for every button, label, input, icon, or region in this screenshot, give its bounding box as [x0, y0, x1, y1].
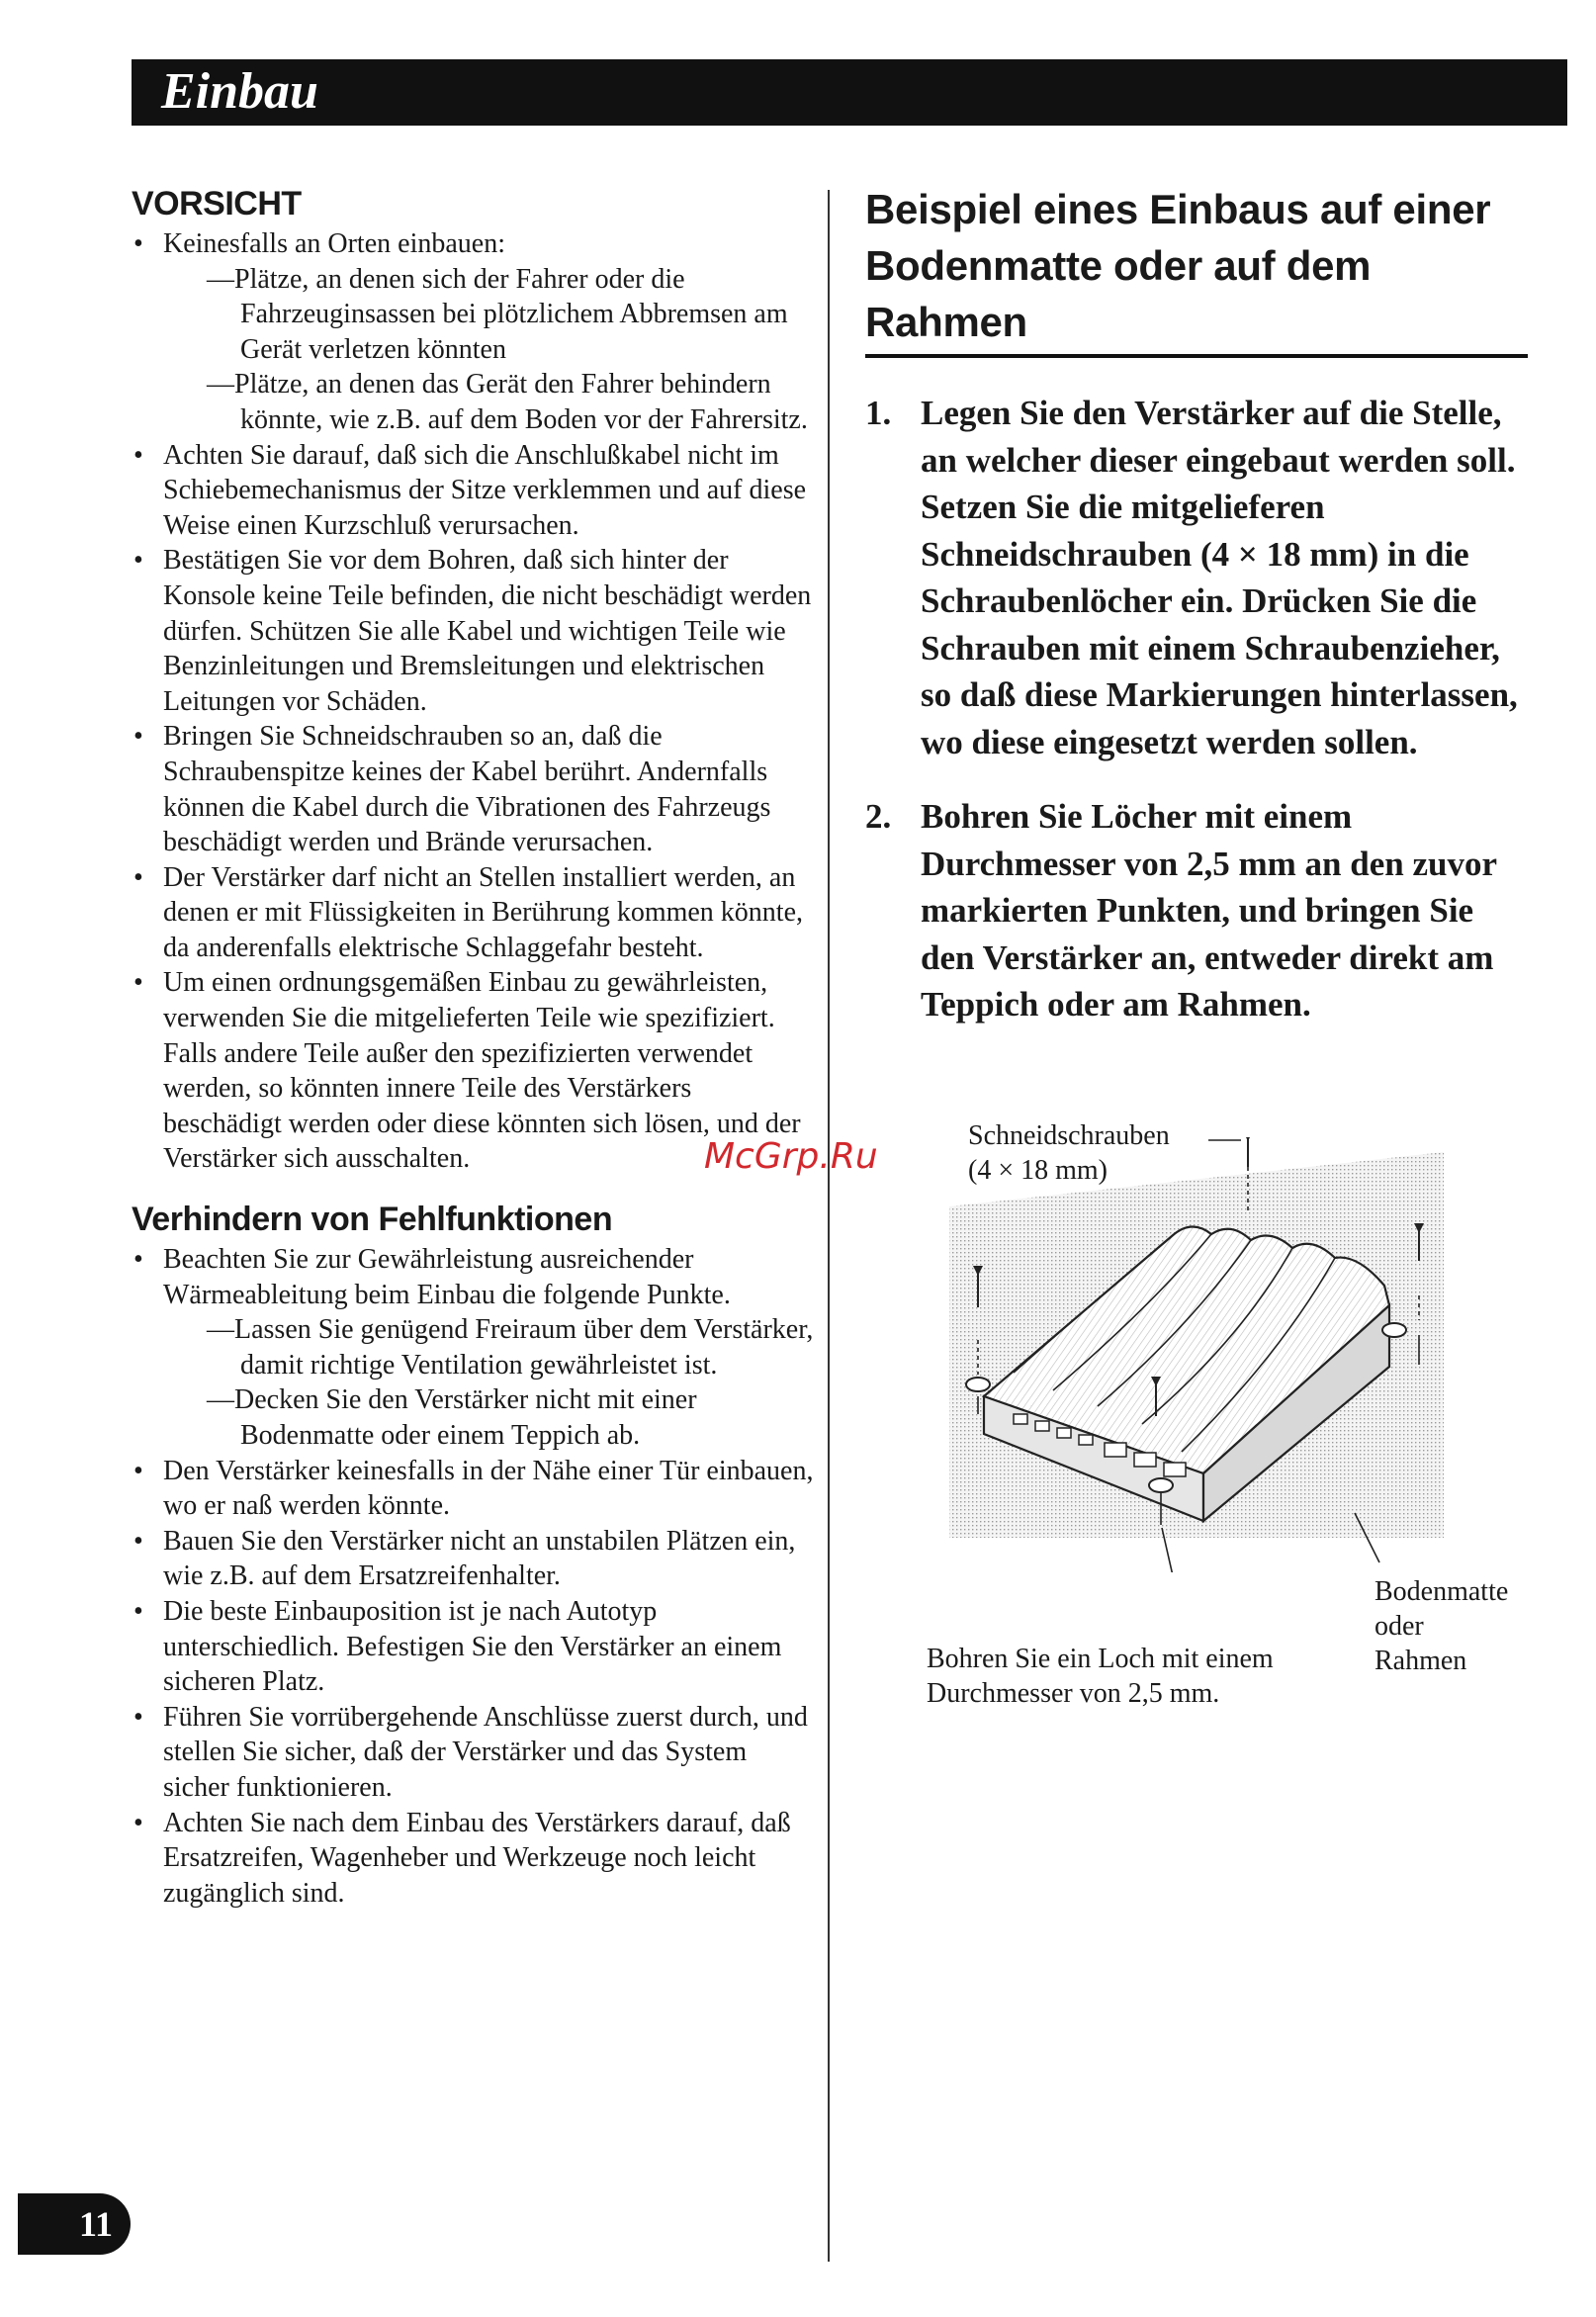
list-item: • Bringen Sie Schneidschrauben so an, daß die Schraubenspitze keines der Kabel berührt. Andernfalls können die Kabel durch die Vibrationen des Fahrzeugs beschädigt werden und Brände verursachen. — [132, 719, 814, 859]
sub-item: —Lassen Sie genügend Freiraum über dem Verstärker, damit richtige Ventilation gewährleistet ist. — [207, 1314, 814, 1381]
label-or: oder — [1374, 1611, 1424, 1642]
watermark: McGrp.Ru — [704, 1136, 878, 1177]
sub-item: —Plätze, an denen sich der Fahrer oder die Fahrzeuginsassen bei plötzlichem Abbremsen am Gerät verletzen könnten — [207, 263, 788, 365]
sub-item: —Decken Sie den Verstärker nicht mit einer Bodenmatte oder einem Teppich ab. — [207, 1384, 697, 1451]
vorsicht-list — [132, 226, 814, 1177]
sub-item: —Plätze, an denen das Gerät den Fahrer behindern könnte, wie z.B. auf dem Boden vor der Fahrersitz. — [207, 369, 808, 435]
page-number: 11 — [78, 2204, 113, 2244]
installation-example-heading: Beispiel eines Einbaus auf einer Bodenmatte oder auf dem Rahmen — [865, 181, 1528, 358]
step-text: Bohren Sie Löcher mit einem Durchmesser von 2,5 mm an den zuvor markierten Punkten, und bringen Sie den Verstärker an, entweder direkt am Teppich oder am Rahmen. — [921, 797, 1497, 1024]
section-heading-fehlfunktionen: Verhindern von Fehlfunktionen — [132, 1201, 613, 1239]
step-number: 1. — [865, 394, 892, 432]
list-item: • Der Verstärker darf nicht an Stellen installiert werden, an denen er mit Flüssigkeiten in Berührung kommen könnte, da anderenfalls elektrische Schlaggefahr besteht. — [132, 860, 814, 966]
list-item: • Führen Sie vorrübergehende Anschlüsse zuerst durch, und stellen Sie sicher, daß der Verstärker und das System sicher funktionieren. — [132, 1700, 814, 1806]
label-frame: Rahmen — [1374, 1646, 1467, 1676]
list-item — [132, 1242, 814, 1454]
list-item: • Den Verstärker keinesfalls in der Nähe einer Tür einbauen, wo er naß werden könnte. — [132, 1454, 814, 1524]
list-item: • Achten Sie nach dem Einbau des Verstärkers darauf, daß Ersatzreifen, Wagenheber und Werkzeuge noch leicht zugänglich sind. — [132, 1806, 814, 1912]
list-item: • Die beste Einbauposition ist je nach Autotyp unterschiedlich. Befestigen Sie den Verstärker an einem sicheren Platz. — [132, 1594, 814, 1700]
right-column — [865, 181, 1528, 1056]
step-item — [865, 390, 1528, 765]
label-mat: Bodenmatte — [1374, 1576, 1509, 1607]
left-column — [132, 183, 814, 1911]
section-heading-vorsicht: VORSICHT — [132, 185, 302, 223]
list-item-text: • Keinesfalls an Orten einbauen: — [163, 228, 505, 259]
column-divider — [828, 190, 830, 2262]
list-item: • Achten Sie darauf, daß sich die Anschlußkabel nicht im Schiebemechanismus der Sitze verklemmen und auf diese Weise einen Kurzschluß verursachen. — [132, 438, 814, 544]
step-item — [865, 793, 1528, 1028]
mounting-foot — [1382, 1323, 1406, 1337]
step-number: 2. — [865, 797, 892, 836]
label-screws-size: (4 × 18 mm) — [968, 1155, 1108, 1186]
step-list — [865, 390, 1528, 1028]
label-screws: Schneidschrauben — [968, 1120, 1170, 1151]
list-item: • Um einen ordnungsgemäßen Einbau zu gewährleisten, verwenden Sie die mitgelieferten Teile wie spezifiziert. Falls andere Teile außer den spezifizierten verwendet werden, so könnten innere Teile des Verstärkers beschädigt werden oder diese könnten sich lösen, und der Verstärker sich ausschalten. — [132, 965, 814, 1177]
label-drill-diameter: Durchmesser von 2,5 mm. — [927, 1678, 1220, 1709]
step-text: Legen Sie den Verstärker auf die Stelle, an welcher dieser eingebaut werden soll. Setzen Sie die mitgelieferen Schneidschrauben (4 × 18 mm) in die Schraubenlöcher ein. Drücken Sie die Schrauben mit einem Schraubenzieher, so daß diese Markierungen hinterlassen, wo diese eingesetzt werden sollen. — [921, 394, 1518, 761]
header-bar — [132, 59, 1567, 126]
label-drill: Bohren Sie ein Loch mit einem — [927, 1644, 1274, 1674]
list-item: • Bauen Sie den Verstärker nicht an unstabilen Plätzen ein, wie z.B. auf dem Ersatzreifenhalter. — [132, 1524, 814, 1594]
list-item-text: • Beachten Sie zur Gewährleistung ausreichender Wärmeableitung beim Einbau die folgende Punkte. — [163, 1244, 731, 1310]
fehlfunktionen-list — [132, 1242, 814, 1911]
mounting-foot — [966, 1378, 990, 1391]
page-title: Einbau — [161, 63, 318, 120]
list-item — [132, 226, 814, 438]
list-item: • Bestätigen Sie vor dem Bohren, daß sich hinter der Konsole keine Teile befinden, die nicht beschädigt werden dürfen. Schützen Sie alle Kabel und wichtigen Teile wie Benzinleitungen und Bremsleitungen und elektrischen Leitungen vor Schäden. — [132, 543, 814, 719]
mounting-foot — [1149, 1478, 1173, 1492]
amplifier-mounting-illustration — [944, 1137, 1508, 1572]
page-number-badge — [18, 2193, 131, 2255]
